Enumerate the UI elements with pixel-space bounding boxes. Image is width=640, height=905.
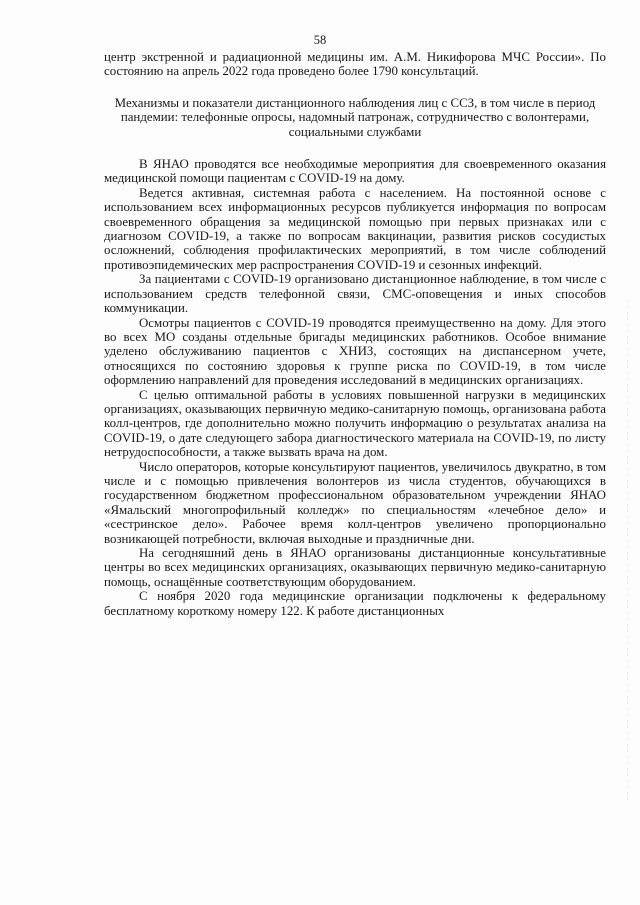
document-body xyxy=(104,50,606,618)
paragraph-8: С ноября 2020 года медицинские организации подключены к федеральному бесплатному короткому номеру 122. К работе дистанционных xyxy=(104,589,606,618)
paragraph-7: На сегодняшний день в ЯНАО организованы дистанционные консультативные центры во всех медицинских организациях, оказывающих первичную медико-санитарную помощь, оснащённые соответствующим оборудованием. xyxy=(104,546,606,589)
scan-edge-artifact xyxy=(627,300,628,800)
paragraph-6: Число операторов, которые консультируют пациентов, увеличилось двукратно, в том числе и с помощью привлечения волонтеров из числа студентов, обучающихся в государственном бюджетном профессиональном образовательном учреждении ЯНАО «Ямальский многопрофильный колледж» по специальностям «лечебное дело» и «сестринское дело». Рабочее время колл-центров увеличено пропорционально возникающей потребности, включая выходные и праздничные дни. xyxy=(104,459,606,546)
page-number: 58 xyxy=(313,33,327,47)
paragraph-5: С целью оптимальной работы в условиях повышенной нагрузки в медицинских организациях, оказывающих первичную медико-санитарную помощь, организована работа колл-центров, где дополнительно можно получить информацию о результатах анализа на COVID-19, о дате следующего забора диагностического материала на COVID-19, по листу нетрудоспособности, а также вызвать врача на дом. xyxy=(104,387,606,460)
continuation-paragraph: центр экстренной и радиационной медицины им. А.М. Никифорова МЧС России». По состоянию на апрель 2022 года проведено более 1790 консультаций. xyxy=(104,50,606,79)
paragraph-3: За пациентами с COVID-19 организовано дистанционное наблюдение, в том числе с использованием средств телефонной связи, СМС-оповещения и иных способов коммуникации. xyxy=(104,272,606,316)
section-heading: Механизмы и показатели дистанционного наблюдения лиц с ССЗ, в том числе в период пандемии: телефонные опросы, надомный патронаж, сотрудничество с волонтерами, социальными службами xyxy=(114,95,596,139)
paragraph-4: Осмотры пациентов с COVID-19 проводятся преимущественно на дому. Для этого во всех МО созданы отдельные бригады медицинских работников. Особое внимание уделено обслуживанию пациентов с ХНИЗ, состоящих на диспансерном учете, относящихся по состоянию здоровья к группе риска по COVID-19, в том числе оформлению направлений для проведения исследований в медицинских организациях. xyxy=(104,315,606,388)
paragraph-2: Ведется активная, системная работа с населением. На постоянной основе с использованием всех информационных ресурсов публикуется информация по вопросам своевременного обращения за медицинской помощью при первых признаках или с диагнозом COVID-19, а также по вопросам вакцинации, развития рисков сосудистых осложнений, соблюдения профилактических мероприятий, в том числе соблюдений противоэпидемических мер распространения COVID-19 и сезонных инфекций. xyxy=(104,185,606,272)
paragraph-1: В ЯНАО проводятся все необходимые мероприятия для своевременного оказания медицинской помощи пациентам с COVID-19 на дому. xyxy=(104,157,606,186)
